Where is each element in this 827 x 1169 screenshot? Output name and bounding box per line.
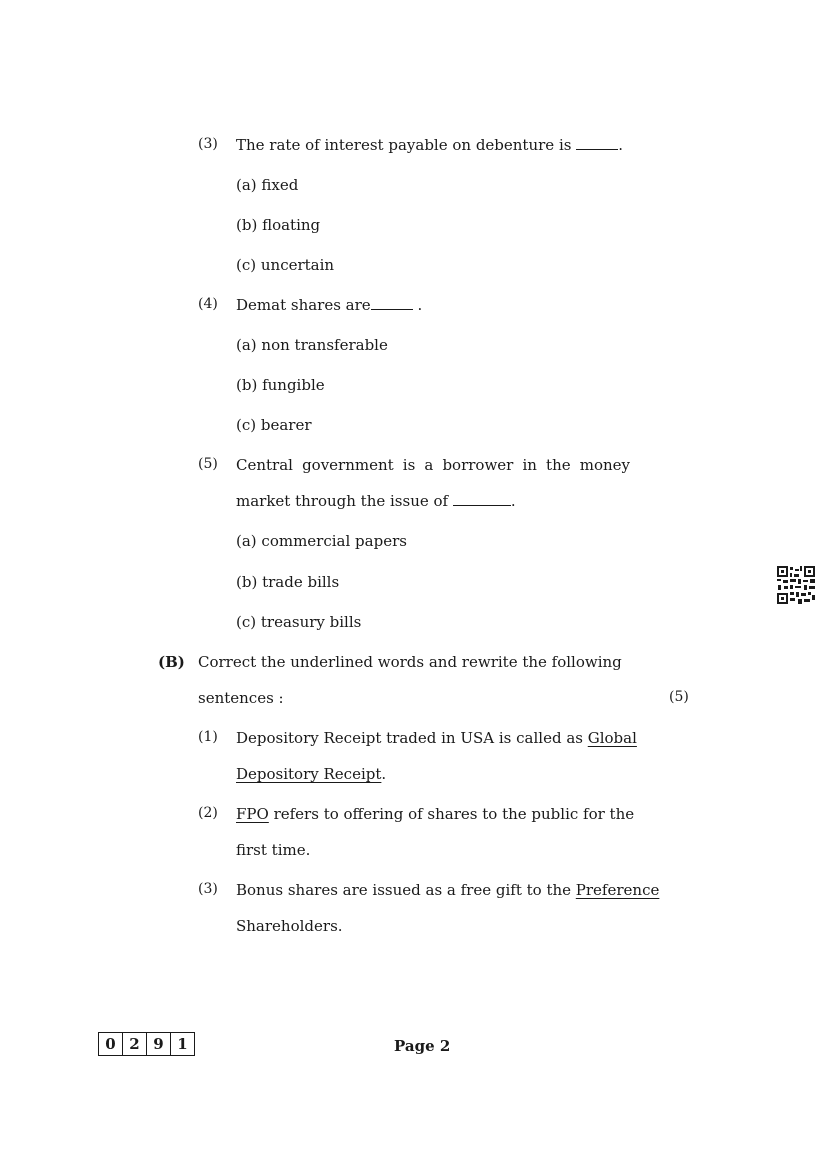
question-number: (4) bbox=[198, 296, 218, 312]
section-instruction-line2: sentences : bbox=[198, 689, 284, 707]
option: (a) fixed bbox=[236, 176, 299, 194]
option: (c) bearer bbox=[236, 416, 312, 434]
question-stem bbox=[236, 296, 422, 314]
item-text: Depository Receipt traded in USA is called as bbox=[236, 729, 588, 747]
underlined-word: Global bbox=[587, 729, 637, 747]
underlined-word: Preference bbox=[575, 881, 660, 899]
section-instruction-line1: Correct the underlined words and rewrite the following bbox=[198, 653, 622, 671]
question-text: Demat shares are bbox=[236, 296, 371, 314]
item-number: (2) bbox=[198, 805, 218, 821]
option: (c) uncertain bbox=[236, 256, 335, 274]
page-number: Page 2 bbox=[394, 1037, 451, 1055]
answer-blank bbox=[576, 148, 618, 150]
item-text: refers to offering of shares to the public for the bbox=[268, 805, 635, 823]
option: (b) floating bbox=[236, 216, 321, 234]
item-text: . bbox=[381, 765, 387, 783]
question-end: . bbox=[412, 296, 423, 314]
item-number: (1) bbox=[198, 729, 218, 745]
option: (c) treasury bills bbox=[236, 613, 362, 631]
question-stem-line1: Central government is a borrower in the money bbox=[236, 456, 630, 474]
item-line2: Shareholders. bbox=[236, 917, 343, 935]
paper-code-box bbox=[98, 1032, 195, 1056]
answer-blank bbox=[453, 504, 511, 506]
underlined-word: FPO bbox=[236, 805, 269, 823]
code-digit: 0 bbox=[99, 1033, 123, 1055]
question-stem-line2 bbox=[236, 492, 516, 510]
question-end: . bbox=[618, 136, 623, 154]
section-label: (B) bbox=[158, 653, 185, 671]
item-line2 bbox=[236, 765, 386, 783]
code-digit: 2 bbox=[123, 1033, 147, 1055]
question-number: (5) bbox=[198, 456, 218, 472]
qr-code-icon bbox=[776, 565, 816, 605]
question-stem bbox=[236, 136, 623, 154]
item-line1 bbox=[236, 881, 659, 899]
item-line1 bbox=[236, 805, 634, 823]
option: (b) trade bills bbox=[236, 573, 340, 591]
answer-blank bbox=[371, 308, 413, 310]
item-line1 bbox=[236, 729, 637, 747]
item-text: Bonus shares are issued as a free gift to the bbox=[236, 881, 576, 899]
item-line2: first time. bbox=[236, 841, 311, 859]
question-number: (3) bbox=[198, 136, 218, 152]
question-end: . bbox=[510, 492, 516, 510]
option: (b) fungible bbox=[236, 376, 325, 394]
underlined-word: Depository Receipt bbox=[236, 765, 382, 783]
code-digit: 1 bbox=[177, 1035, 188, 1053]
item-number: (3) bbox=[198, 881, 218, 897]
code-digit: 9 bbox=[147, 1033, 171, 1055]
question-text: market through the issue of bbox=[236, 492, 449, 510]
section-marks: (5) bbox=[669, 689, 689, 705]
option: (a) non transferable bbox=[236, 336, 388, 354]
question-text: The rate of interest payable on debenture is bbox=[236, 136, 572, 154]
option: (a) commercial papers bbox=[236, 532, 407, 550]
